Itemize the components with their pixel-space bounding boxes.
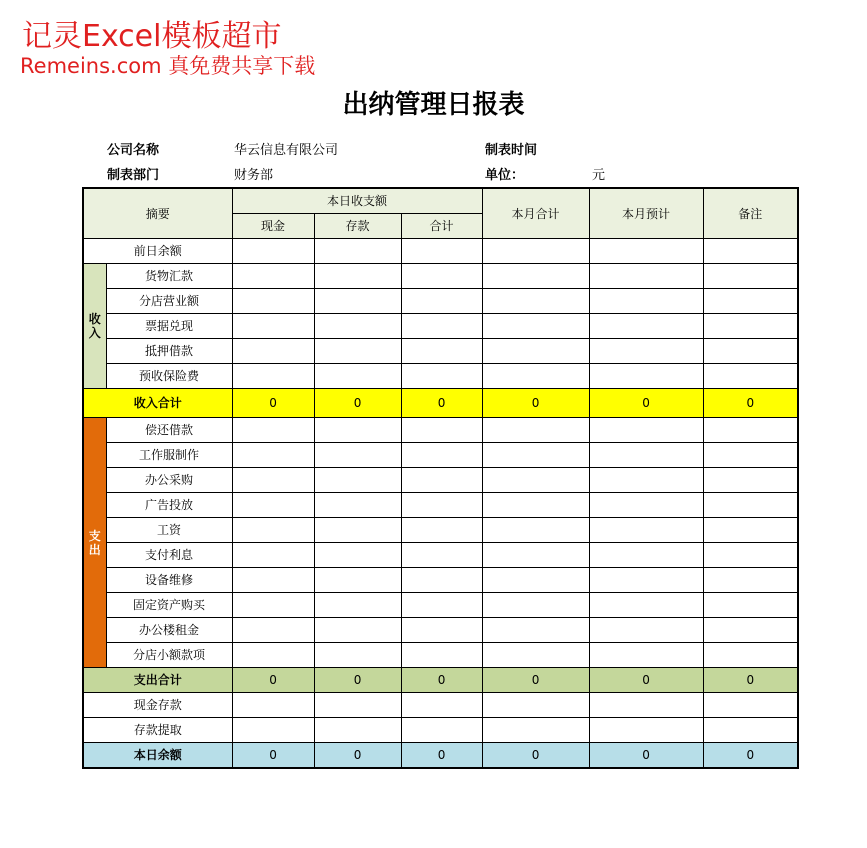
table-row: [83, 618, 798, 643]
cell[interactable]: [482, 468, 589, 493]
cell[interactable]: [314, 568, 401, 593]
cell[interactable]: [314, 493, 401, 518]
cell[interactable]: [589, 289, 703, 314]
cell[interactable]: [482, 364, 589, 389]
company-label: 公司名称: [107, 143, 160, 158]
row-label: 偿还借款: [106, 418, 232, 443]
cell[interactable]: [589, 418, 703, 443]
cell[interactable]: [314, 364, 401, 389]
remark-header: 备注: [703, 188, 798, 239]
cell[interactable]: [482, 339, 589, 364]
cell[interactable]: [703, 468, 798, 493]
table-row: [83, 468, 798, 493]
cell[interactable]: [314, 543, 401, 568]
cell[interactable]: [589, 693, 703, 718]
row-label: 预收保险费: [106, 364, 232, 389]
cell[interactable]: [482, 443, 589, 468]
cell[interactable]: [482, 593, 589, 618]
cell[interactable]: [401, 289, 482, 314]
cell[interactable]: [401, 493, 482, 518]
cell[interactable]: [401, 443, 482, 468]
cell[interactable]: [232, 339, 314, 364]
cell[interactable]: [703, 239, 798, 264]
cell[interactable]: [589, 518, 703, 543]
watermark-subtitle: Remeins.com 真免费共享下载: [20, 54, 316, 78]
cell[interactable]: [232, 418, 314, 443]
expense-total-label: 支出合计: [83, 668, 232, 693]
today-balance-label: 本日余额: [83, 743, 232, 769]
cell[interactable]: [314, 518, 401, 543]
table-row: [83, 493, 798, 518]
table-row: [83, 543, 798, 568]
expense-total-forecast: 0: [589, 668, 703, 693]
income-category: [83, 264, 106, 389]
cell[interactable]: [314, 693, 401, 718]
cell[interactable]: [589, 443, 703, 468]
cell[interactable]: [401, 418, 482, 443]
cash-header: 现金: [232, 214, 314, 239]
expense-total-remark: 0: [703, 668, 798, 693]
table-row: [83, 518, 798, 543]
cell[interactable]: [401, 718, 482, 743]
row-label: 固定资产购买: [106, 593, 232, 618]
cell[interactable]: [703, 364, 798, 389]
cell[interactable]: [232, 264, 314, 289]
table-row: [83, 568, 798, 593]
cell[interactable]: [232, 518, 314, 543]
cell[interactable]: [314, 239, 401, 264]
cell[interactable]: [703, 643, 798, 668]
cell[interactable]: [589, 493, 703, 518]
summary-header: 摘要: [83, 188, 232, 239]
cell[interactable]: [482, 618, 589, 643]
income-total-cash: 0: [232, 389, 314, 418]
cell[interactable]: [314, 468, 401, 493]
income-total-sum: 0: [401, 389, 482, 418]
cell[interactable]: [401, 264, 482, 289]
row-label: 抵押借款: [106, 339, 232, 364]
cell[interactable]: [482, 693, 589, 718]
today-balance-month: 0: [482, 743, 589, 769]
table-row: [83, 239, 798, 264]
cell[interactable]: [232, 593, 314, 618]
cell[interactable]: [482, 264, 589, 289]
today-balance-cash: 0: [232, 743, 314, 769]
today-balance-sum: 0: [401, 743, 482, 769]
table-row: [83, 693, 798, 718]
cell[interactable]: [314, 718, 401, 743]
dept-label: 制表部门: [107, 168, 160, 183]
row-label: 设备维修: [106, 568, 232, 593]
cell[interactable]: [589, 264, 703, 289]
time-label: 制表时间: [485, 143, 538, 158]
cell[interactable]: [589, 543, 703, 568]
today-balance-forecast: 0: [589, 743, 703, 769]
cell[interactable]: [232, 568, 314, 593]
cell[interactable]: [314, 289, 401, 314]
cell[interactable]: [703, 264, 798, 289]
cell[interactable]: [232, 493, 314, 518]
cell[interactable]: [589, 718, 703, 743]
cell[interactable]: [589, 314, 703, 339]
daily-report-table: [82, 187, 799, 769]
row-label: 办公楼租金: [106, 618, 232, 643]
cell[interactable]: [703, 289, 798, 314]
row-label: 分店小额款项: [106, 643, 232, 668]
cell[interactable]: [232, 239, 314, 264]
cell[interactable]: [589, 468, 703, 493]
expense-category-label: 支出: [88, 528, 101, 557]
cell[interactable]: [703, 543, 798, 568]
row-label: 存款提取: [83, 718, 232, 743]
deposit-header: 存款: [314, 214, 401, 239]
row-label: 广告投放: [106, 493, 232, 518]
row-label: 工资: [106, 518, 232, 543]
cell[interactable]: [589, 364, 703, 389]
row-label: 支付利息: [106, 543, 232, 568]
income-total-month: 0: [482, 389, 589, 418]
cell[interactable]: [482, 518, 589, 543]
unit-label: 单位：: [485, 168, 525, 183]
watermark-title: 记灵Excel模板超市: [22, 19, 282, 54]
month-forecast-header: 本月预计: [589, 188, 703, 239]
cell[interactable]: [232, 643, 314, 668]
cell[interactable]: [314, 314, 401, 339]
header-row-1: [83, 188, 798, 214]
table-row: [83, 643, 798, 668]
today-balance-remark: 0: [703, 743, 798, 769]
cell[interactable]: [589, 618, 703, 643]
cell[interactable]: [314, 443, 401, 468]
cell[interactable]: [703, 493, 798, 518]
cell[interactable]: [232, 543, 314, 568]
table-row: [83, 264, 798, 289]
row-label: 前日余额: [83, 239, 232, 264]
cell[interactable]: [232, 693, 314, 718]
row-label: 工作服制作: [106, 443, 232, 468]
cell[interactable]: [589, 339, 703, 364]
table-row: [83, 718, 798, 743]
cell[interactable]: [401, 593, 482, 618]
table-row: [83, 418, 798, 443]
cell[interactable]: [401, 239, 482, 264]
expense-category: [83, 418, 106, 668]
income-total-row: [83, 389, 798, 418]
cell[interactable]: [482, 718, 589, 743]
cell[interactable]: [401, 568, 482, 593]
table-row: [83, 593, 798, 618]
cell[interactable]: [482, 418, 589, 443]
table-row: [83, 443, 798, 468]
income-total-label: 收入合计: [83, 389, 232, 418]
cell[interactable]: [482, 289, 589, 314]
cell[interactable]: [703, 314, 798, 339]
cell[interactable]: [314, 593, 401, 618]
income-total-forecast: 0: [589, 389, 703, 418]
cell[interactable]: [589, 239, 703, 264]
unit-value: 元: [592, 168, 606, 183]
cell[interactable]: [232, 443, 314, 468]
row-label: 分店营业额: [106, 289, 232, 314]
cell[interactable]: [703, 718, 798, 743]
cell[interactable]: [482, 314, 589, 339]
cell[interactable]: [401, 693, 482, 718]
cell[interactable]: [589, 593, 703, 618]
today-balance-row: [83, 743, 798, 769]
cell[interactable]: [482, 239, 589, 264]
cell[interactable]: [232, 718, 314, 743]
total-header: 合计: [401, 214, 482, 239]
dept-value: 财务部: [234, 168, 274, 183]
expense-total-cash: 0: [232, 668, 314, 693]
cell[interactable]: [703, 593, 798, 618]
report-title: 出纳管理日报表: [342, 90, 525, 120]
cell[interactable]: [482, 493, 589, 518]
income-category-label: 收入: [88, 312, 101, 340]
cell[interactable]: [703, 518, 798, 543]
row-label: 现金存款: [83, 693, 232, 718]
row-label: 票据兑现: [106, 314, 232, 339]
income-total-remark: 0: [703, 389, 798, 418]
cell[interactable]: [401, 468, 482, 493]
cell[interactable]: [314, 339, 401, 364]
cell[interactable]: [401, 543, 482, 568]
cell[interactable]: [401, 314, 482, 339]
cell[interactable]: [314, 643, 401, 668]
cell[interactable]: [482, 643, 589, 668]
row-label: 货物汇款: [106, 264, 232, 289]
cell[interactable]: [703, 443, 798, 468]
cell[interactable]: [589, 643, 703, 668]
row-label: 办公采购: [106, 468, 232, 493]
expense-total-deposit: 0: [314, 668, 401, 693]
cell[interactable]: [314, 264, 401, 289]
cell[interactable]: [232, 364, 314, 389]
cell[interactable]: [703, 693, 798, 718]
expense-total-month: 0: [482, 668, 589, 693]
table-row: [83, 339, 798, 364]
daily-group-header: 本日收支额: [232, 188, 482, 214]
cell[interactable]: [589, 568, 703, 593]
table-row: [83, 289, 798, 314]
cell[interactable]: [482, 543, 589, 568]
table-row: [83, 364, 798, 389]
cell[interactable]: [232, 468, 314, 493]
expense-total-row: [83, 668, 798, 693]
cell[interactable]: [401, 518, 482, 543]
cell[interactable]: [401, 643, 482, 668]
cell[interactable]: [314, 618, 401, 643]
month-total-header: 本月合计: [482, 188, 589, 239]
cell[interactable]: [703, 618, 798, 643]
company-value: 华云信息有限公司: [234, 143, 339, 158]
cell[interactable]: [703, 339, 798, 364]
cell[interactable]: [401, 364, 482, 389]
expense-total-sum: 0: [401, 668, 482, 693]
cell[interactable]: [232, 314, 314, 339]
income-total-deposit: 0: [314, 389, 401, 418]
cell[interactable]: [232, 618, 314, 643]
cell[interactable]: [482, 568, 589, 593]
table-row: [83, 314, 798, 339]
today-balance-deposit: 0: [314, 743, 401, 769]
cell[interactable]: [703, 568, 798, 593]
cell[interactable]: [232, 289, 314, 314]
cell[interactable]: [314, 418, 401, 443]
cell[interactable]: [401, 618, 482, 643]
cell[interactable]: [401, 339, 482, 364]
cell[interactable]: [703, 418, 798, 443]
